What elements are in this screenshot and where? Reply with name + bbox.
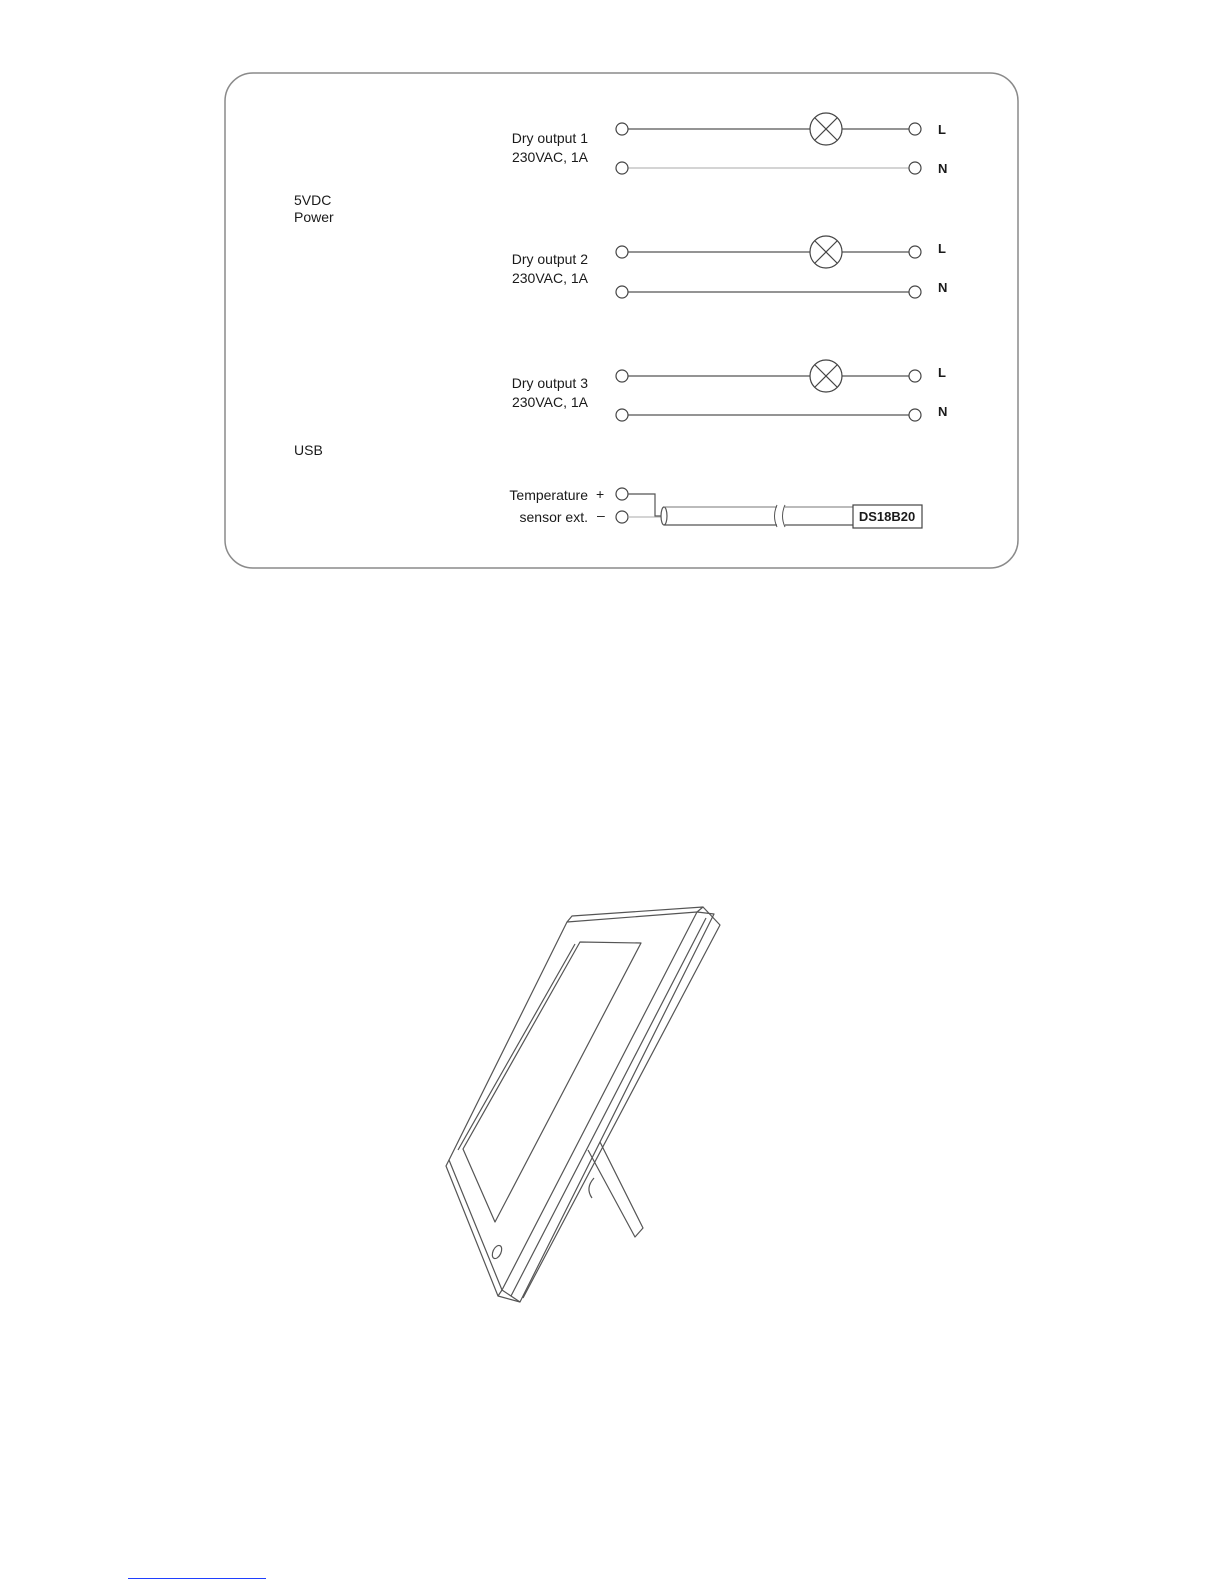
power-label-line2: Power: [294, 209, 334, 225]
output-3-live-label: L: [938, 365, 946, 380]
footer-link-underline: [128, 1578, 266, 1579]
output-2-name: Dry output 2: [511, 251, 588, 267]
output-3-name: Dry output 3: [511, 375, 588, 391]
output-1-neutral-label: N: [938, 161, 948, 176]
sensor-part-label: DS18B20: [858, 509, 916, 524]
output-2-neutral-label: N: [938, 280, 948, 295]
output-1-live-label: L: [938, 122, 946, 137]
output-1-name: Dry output 1: [511, 130, 588, 146]
output-3-rating: 230VAC, 1A: [511, 394, 588, 410]
sensor-label-line2: sensor ext.: [519, 509, 588, 525]
sensor-label-line1: Temperature: [509, 487, 588, 503]
power-label-line1: 5VDC: [294, 192, 332, 208]
sensor-plus-sign: +: [596, 486, 605, 502]
usb-label: USB: [294, 442, 323, 458]
output-3-neutral-label: N: [938, 404, 948, 419]
output-1-rating: 230VAC, 1A: [511, 149, 588, 165]
sensor-minus-sign: –: [597, 507, 605, 523]
output-2-rating: 230VAC, 1A: [511, 270, 588, 286]
output-2-live-label: L: [938, 241, 946, 256]
